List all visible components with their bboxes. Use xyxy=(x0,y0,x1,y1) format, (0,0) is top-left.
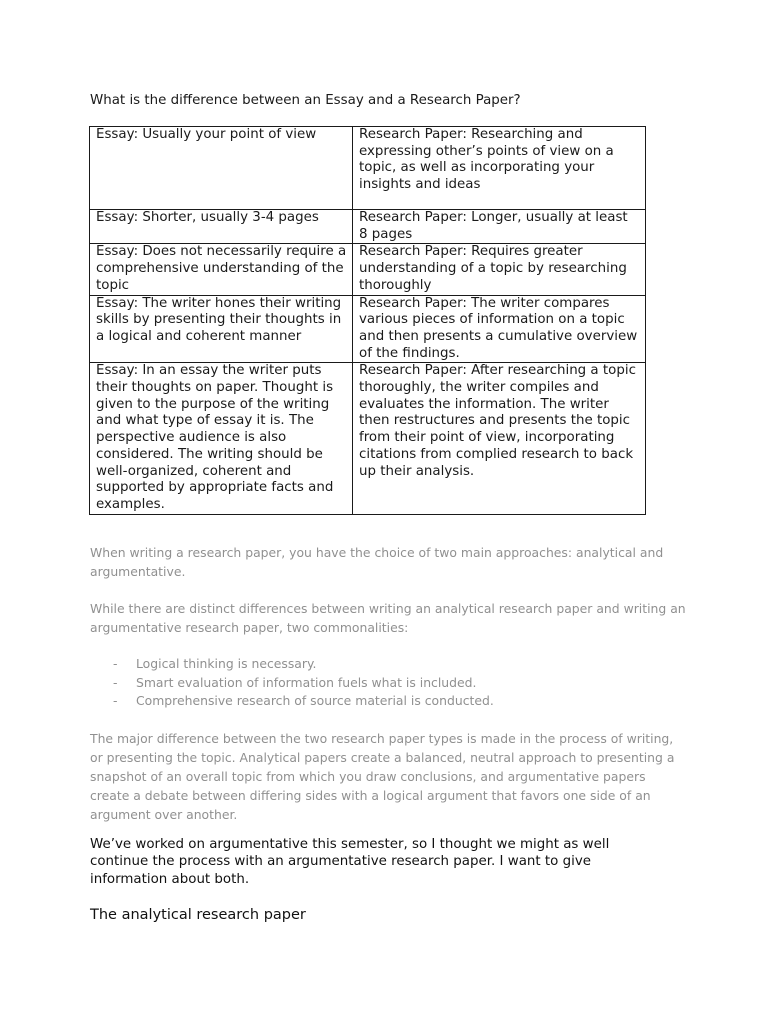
list-item-text: Smart evaluation of information fuels what is included. xyxy=(136,674,477,690)
table-row xyxy=(90,295,646,363)
table-row xyxy=(90,210,646,244)
bullet-dash: - xyxy=(113,656,118,671)
table-row xyxy=(90,363,646,514)
research-paper-cell: Research Paper: After researching a topic thoroughly, the writer compiles and evaluates the information. The writer then restructures and presents the topic from their point of view, incorporating citations from complied research to back up their analysis. xyxy=(353,363,646,514)
section-heading: The analytical research paper xyxy=(90,907,306,923)
essay-cell: Essay: Usually your point of view xyxy=(90,127,353,210)
essay-cell: Essay: Shorter, usually 3-4 pages xyxy=(90,210,353,244)
list-item-text: Logical thinking is necessary. xyxy=(136,656,317,671)
research-paper-cell: Research Paper: Requires greater understanding of a topic by researching thoroughly xyxy=(353,244,646,295)
commonalities-paragraph: While there are distinct differences between writing an analytical research paper and writing an argumentative research paper, two commonalities: xyxy=(90,601,686,635)
list-item-text: Comprehensive research of source material is conducted. xyxy=(136,693,494,708)
research-paper-cell: Research Paper: Longer, usually at least 8 pages xyxy=(353,210,646,244)
page-title: What is the difference between an Essay and a Research Paper? xyxy=(90,93,521,108)
commonalities-list xyxy=(113,655,494,711)
table-row xyxy=(90,127,646,210)
essay-cell: Essay: In an essay the writer puts their thoughts on paper. Thought is given to the purpose of the writing and what type of essay it is. The perspective audience is also considered. The writing should be well-organized, coherent and supported by appropriate facts and examples. xyxy=(90,363,353,514)
comparison-table xyxy=(89,126,646,515)
list-item xyxy=(113,674,494,693)
approaches-paragraph: When writing a research paper, you have the choice of two main approaches: analytical and argumentative. xyxy=(90,545,664,579)
bullet-dash: - xyxy=(113,674,118,690)
essay-cell: Essay: Does not necessarily require a comprehensive understanding of the topic xyxy=(90,244,353,295)
list-item xyxy=(113,655,494,674)
list-item xyxy=(113,692,494,711)
semester-paragraph: We’ve worked on argumentative this semester, so I thought we might as well continue the process with an argumentative research paper. I want to give information about both. xyxy=(90,837,610,887)
bullet-dash: - xyxy=(113,693,118,708)
research-paper-cell: Research Paper: The writer compares various pieces of information on a topic and then presents a cumulative overview of the findings. xyxy=(353,295,646,363)
research-paper-cell: Research Paper: Researching and expressing other’s points of view on a topic, as well as incorporating your insights and ideas xyxy=(353,127,646,210)
difference-paragraph: The major difference between the two research paper types is made in the process of writing, or presenting the topic. Analytical papers create a balanced, neutral approach to presenting a snapshot of an overall topic from which you draw conclusions, and argumentative papers create a debate between differing sides with a logical argument that favors one side of an argument over another. xyxy=(90,731,675,822)
essay-cell: Essay: The writer hones their writing skills by presenting their thoughts in a logical and coherent manner xyxy=(90,295,353,363)
table-row xyxy=(90,244,646,295)
